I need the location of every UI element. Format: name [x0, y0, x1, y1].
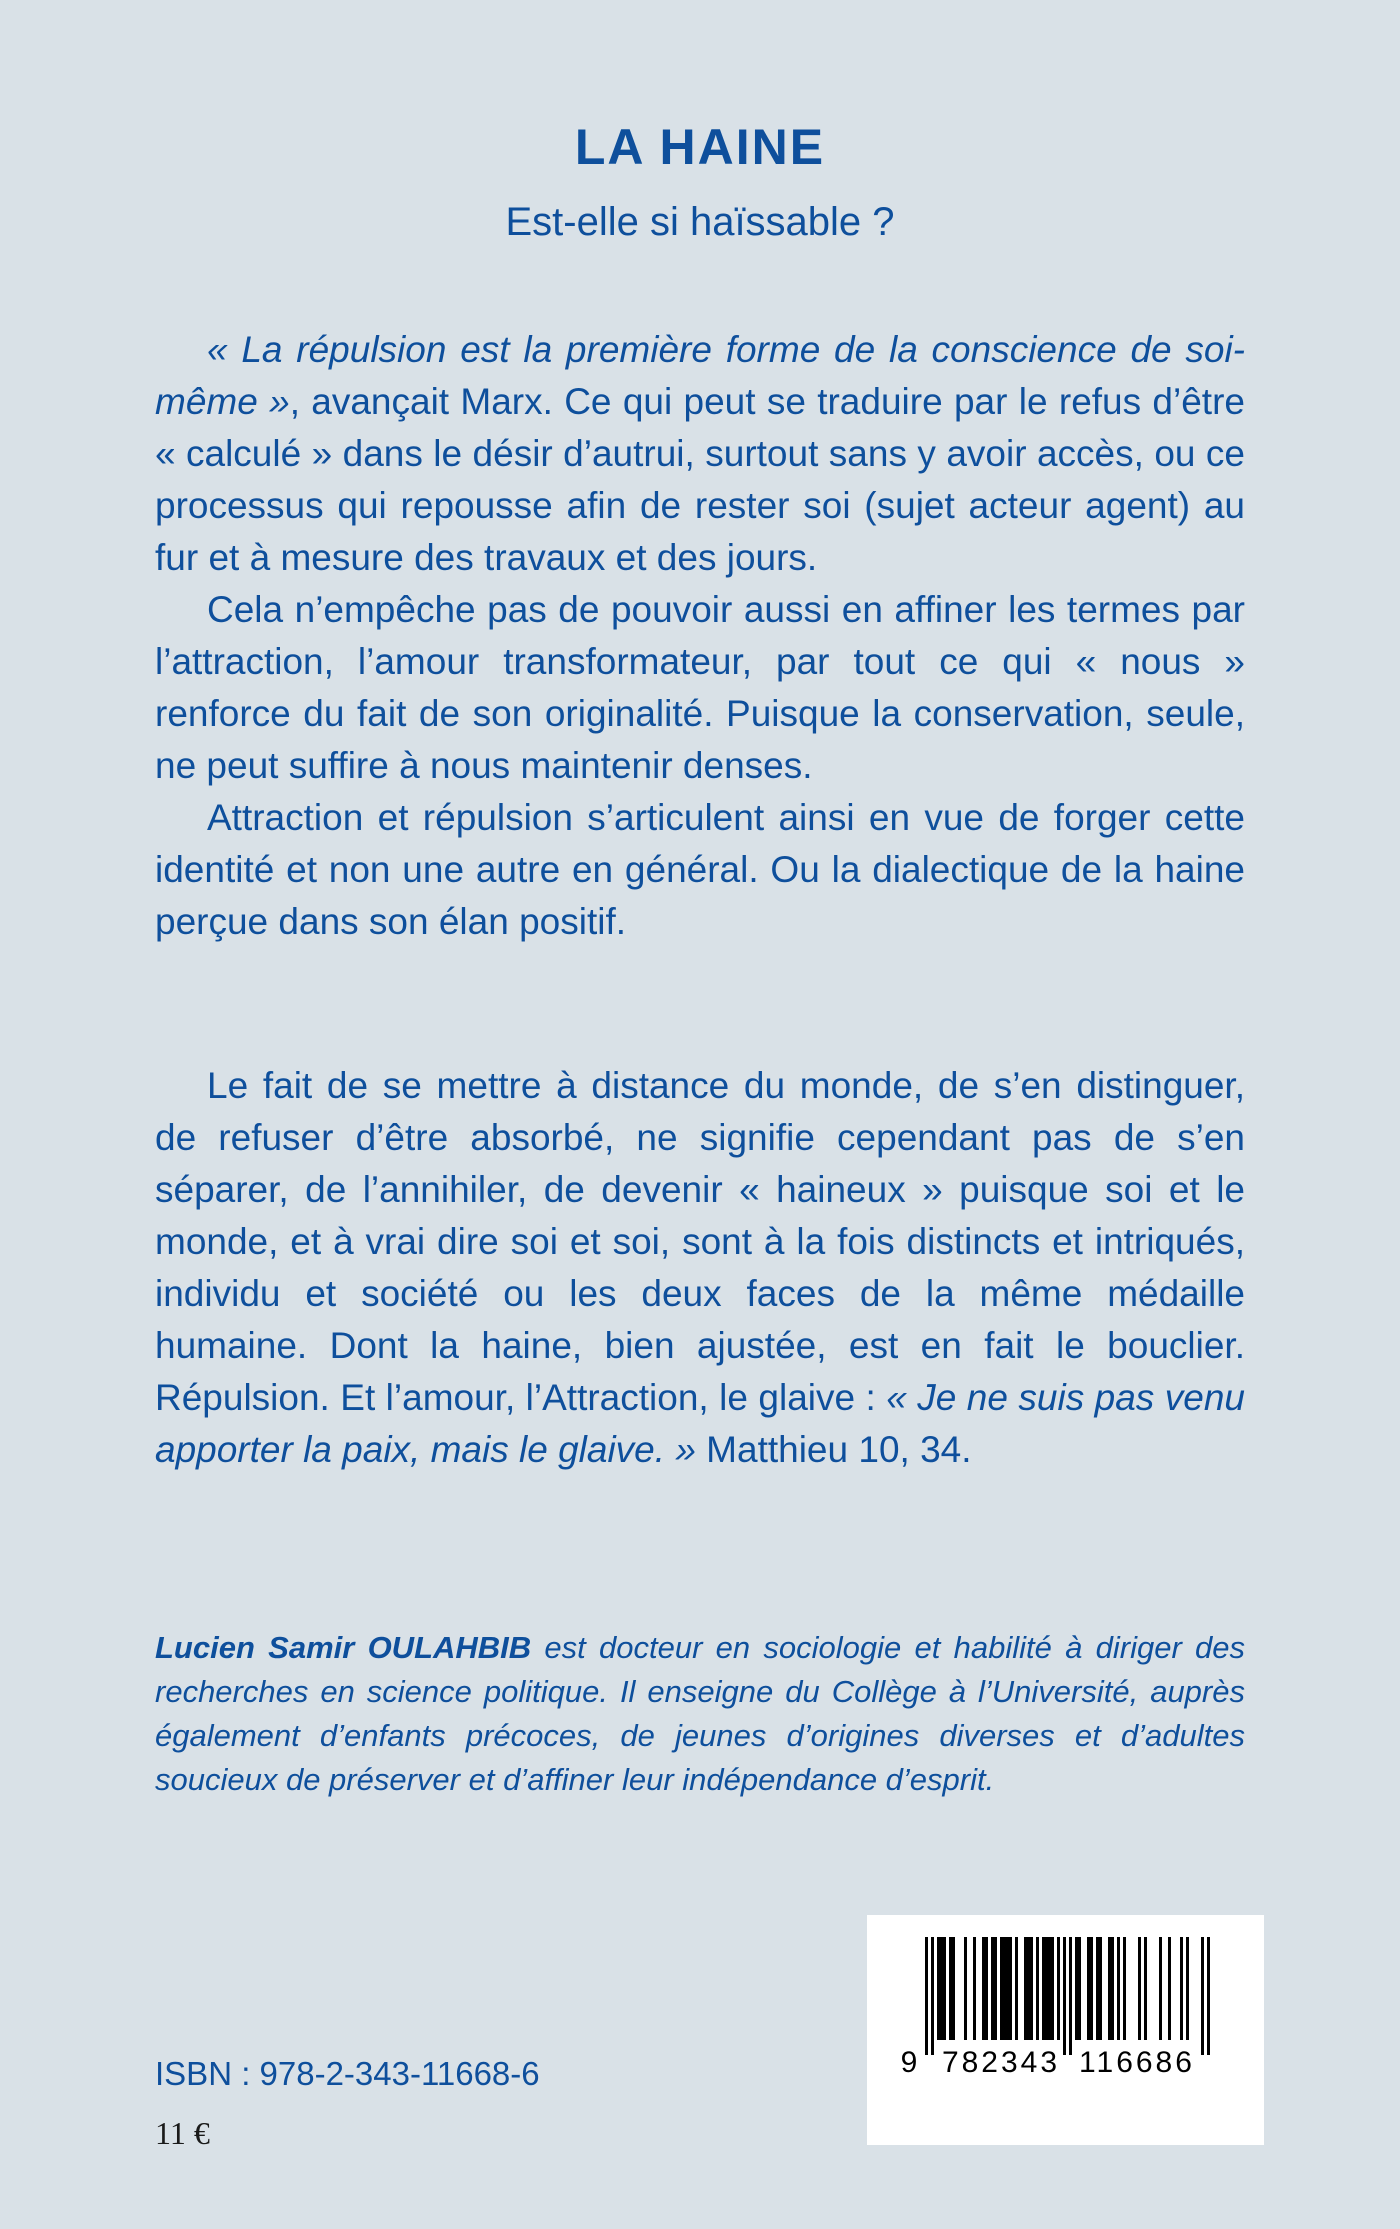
- barcode-bars: [925, 1937, 1210, 2055]
- synopsis-block-2: [155, 1060, 1245, 1476]
- paragraph-4-text: Le fait de se mettre à distance du monde, de s’en distinguer, de refuser d’être absorbé, ne signifie cependant pas de s’en séparer, de l’annihiler, de devenir « haineux » puisque soi et le monde, et à vrai dire soi et soi, sont à la fois distincts et intriqués, individu et société ou les deux faces de la même médaille humaine. Dont la haine, bien ajustée, est en fait le bouclier. Répulsion. Et l’amour, l’Attraction, le glaive :: [155, 1065, 1245, 1418]
- author-bio: [155, 1626, 1245, 1802]
- book-subtitle: Est-elle si haïssable ?: [505, 200, 895, 244]
- barcode-bar: [1069, 1937, 1072, 2055]
- barcode-bar: [1057, 1937, 1060, 2040]
- barcode-bar: [1078, 1937, 1081, 2040]
- barcode-bar: [937, 1937, 940, 2040]
- price-label: 11 €: [155, 2115, 210, 2151]
- barcode-left-digits: 782343: [941, 2046, 1061, 2079]
- barcode-bar: [949, 1937, 952, 2040]
- barcode-bar: [1027, 1937, 1030, 2040]
- barcode-bar: [1207, 1937, 1210, 2055]
- barcode-bar: [1000, 1937, 1003, 2040]
- barcode-bar: [1087, 1937, 1090, 2040]
- barcode-bar: [1099, 1937, 1102, 2040]
- barcode-bar: [1090, 1937, 1093, 2040]
- barcode-bar: [1015, 1937, 1018, 2040]
- book-title: LA HAINE: [574, 119, 826, 175]
- barcode-bar: [1051, 1937, 1054, 2040]
- marx-quote: « La répulsion est la première forme de la conscience de soi-même »: [155, 329, 1245, 422]
- barcode-bar: [1180, 1937, 1183, 2040]
- barcode-bar: [985, 1937, 988, 2040]
- isbn-label: ISBN : 978-2-343-11668-6: [155, 2055, 540, 2092]
- barcode-bar: [931, 1937, 934, 2055]
- barcode-bar: [925, 1937, 928, 2055]
- barcode-bar: [1123, 1937, 1126, 2040]
- paragraph-4: [155, 1060, 1245, 1476]
- barcode-bar: [964, 1937, 967, 2040]
- barcode-bar: [1144, 1937, 1147, 2040]
- barcode: [867, 1915, 1264, 2145]
- barcode-bar: [1111, 1937, 1114, 2040]
- barcode-bar: [1048, 1937, 1051, 2040]
- barcode-bar: [952, 1937, 955, 2040]
- barcode-bar: [940, 1937, 943, 2040]
- barcode-right-digits: 116686: [1079, 2046, 1195, 2079]
- barcode-bar: [1006, 1937, 1009, 2040]
- barcode-bar: [1075, 1937, 1078, 2040]
- barcode-bar: [943, 1937, 946, 2040]
- barcode-bar: [982, 1937, 985, 2040]
- author-name: Lucien Samir OULAHBIB: [155, 1630, 532, 1665]
- synopsis-block-1: [155, 324, 1245, 948]
- barcode-bar: [1042, 1937, 1045, 2040]
- paragraph-2: Cela n’empêche pas de pouvoir aussi en affiner les termes par l’attraction, l’amour transformateur, par tout ce qui « nous » renforce du fait de son originalité. Puisque la conservation, seule, ne peut suffire à nous maintenir denses.: [155, 589, 1245, 786]
- barcode-bar: [994, 1937, 997, 2040]
- paragraph-1: [155, 324, 1245, 584]
- barcode-bar: [1108, 1937, 1111, 2040]
- paragraph-1-text: , avançait Marx. Ce qui peut se traduire par le refus d’être « calculé » dans le désir d’autrui, surtout sans y avoir accès, ou ce processus qui repousse afin de rester soi (sujet acteur agent) au fur et à mesure des travaux et des jours.: [155, 381, 1245, 578]
- barcode-bar: [1024, 1937, 1027, 2040]
- author-bio-text: est docteur en sociologie et habilité à diriger des recherches en science politique. Il enseigne du Collège à l’Université, auprès également d’enfants précoces, de jeunes d’origines diverses et d’adultes soucieux de préserver et d’affiner leur indépendance d’esprit.: [155, 1630, 1245, 1797]
- barcode-bar: [1138, 1937, 1141, 2040]
- barcode-bar: [1096, 1937, 1099, 2040]
- barcode-bar: [1036, 1937, 1039, 2040]
- barcode-bar: [1030, 1937, 1033, 2040]
- barcode-graphic: [867, 1915, 1264, 2145]
- barcode-bar: [1168, 1937, 1171, 2040]
- barcode-bar: [1201, 1937, 1204, 2055]
- barcode-bar: [973, 1937, 976, 2040]
- barcode-bar: [1117, 1937, 1120, 2040]
- matthew-quote: « Je ne suis pas venu apporter la paix, mais le glaive. »: [155, 1377, 1245, 1470]
- barcode-bar: [1159, 1937, 1162, 2040]
- barcode-bar: [991, 1937, 994, 2040]
- barcode-bar: [1045, 1937, 1048, 2040]
- barcode-bar: [1063, 1937, 1066, 2055]
- barcode-bar: [1009, 1937, 1012, 2040]
- barcode-bar: [1003, 1937, 1006, 2040]
- paragraph-3: Attraction et répulsion s’articulent ainsi en vue de forger cette identité et non une autre en général. Ou la dialectique de la haine perçue dans son élan positif.: [155, 797, 1245, 942]
- barcode-bar: [1186, 1937, 1189, 2040]
- bible-reference: Matthieu 10, 34.: [695, 1429, 972, 1470]
- barcode-first-digit: 9: [900, 2046, 918, 2079]
